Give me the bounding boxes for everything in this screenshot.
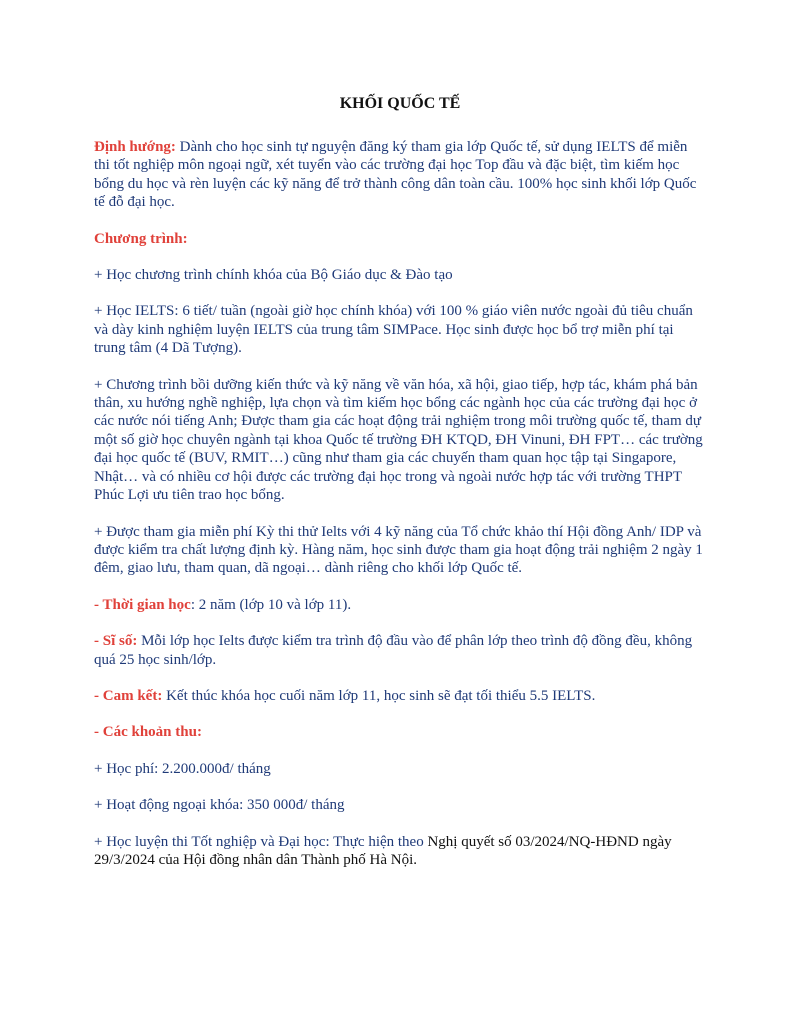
commitment-text: Kết thúc khóa học cuối năm lớp 11, học sinh sẽ đạt tối thiểu 5.5 IELTS.: [162, 687, 596, 704]
commitment-label: - Cam kết:: [94, 687, 163, 704]
fees-heading: [94, 723, 706, 741]
fees-label: - Các khoản thu:: [94, 724, 202, 741]
program-item: + Học IELTS: 6 tiết/ tuần (ngoài giờ học chính khóa) với 100 % giáo viên nước ngoài đủ tiêu chuẩn và dày kinh nghiệm luyện IELTS của trung tâm SIMPace. Học sinh được học bổ trợ miễn phí tại trung tâm (4 Dã Tượng).: [94, 303, 693, 357]
orientation-paragraph: [94, 138, 706, 212]
orientation-text: Dành cho học sinh tự nguyện đăng ký tham gia lớp Quốc tế, sử dụng IELTS để miễn thi tốt nghiệp môn ngoại ngữ, xét tuyển vào các trường đại học Top đầu và đặc biệt, tìm kiếm học bổng du học và rèn luyện các kỹ năng để trở thành công dân toàn cầu. 100% học sinh khối lớp Quốc tế đỗ đại học.: [94, 139, 697, 211]
duration-label: - Thời gian học: [94, 596, 191, 613]
program-item: + Được tham gia miễn phí Kỳ thi thử Ielts với 4 kỹ năng của Tổ chức khảo thí Hội đồng Anh/ IDP và được kiểm tra chất lượng định kỳ. Hàng năm, học sinh được tham gia hoạt động trải nghiệm 2 ngày 1 đêm, giao lưu, tham quan, dã ngoại… dành riêng cho khối lớp Quốc tế.: [94, 523, 703, 577]
program-item: + Chương trình bồi dưỡng kiến thức và kỹ năng về văn hóa, xã hội, giao tiếp, hợp tác, khám phá bản thân, xu hướng nghề nghiệp, lựa chọn và tìm kiếm học bổng các ngành học của các trường đại học ở các nước nói tiếng Anh; Được tham gia các hoạt động trải nghiệm trong môi trường quốc tế, tham dự một số giờ học chuyên ngành tại khoa Quốc tế trường ĐH KTQD, ĐH Vinuni, ĐH FPT… các trường đại học quốc tế (BUV, RMIT…) cũng như tham gia các chuyến tham quan học tập tại Singapore, Nhật… và có nhiều cơ hội được các trường đại học trong và ngoài nước hợp tác với trường THPT Phúc Lợi ưu tiên trao học bổng.: [94, 376, 703, 504]
commitment-paragraph: [94, 687, 706, 705]
class-size-text: Mỗi lớp học Ielts được kiểm tra trình độ đầu vào để phân lớp theo trình độ đồng đều, không quá 25 học sinh/lớp.: [94, 633, 693, 668]
page-title: KHỐI QUỐC TẾ: [339, 95, 461, 112]
fee-extracurricular: + Hoạt động ngoại khóa: 350 000đ/ tháng: [94, 797, 345, 814]
fee-tuition: + Học phí: 2.200.000đ/ tháng: [94, 760, 271, 777]
duration-text: : 2 năm (lớp 10 và lớp 11).: [190, 596, 352, 613]
program-label: Chương trình:: [94, 230, 188, 247]
fee-exam-prep-resolution: Nghị quyết số 03/2024/NQ-HĐND ngày 29/3/2024 của Hội đồng nhân dân Thành phố Hà Nội.: [94, 833, 672, 868]
program-heading: [94, 230, 706, 248]
orientation-label: Định hướng:: [94, 139, 176, 155]
fee-exam-prep: [94, 833, 706, 870]
fee-exam-prep-prefix: + Học luyện thi Tốt nghiệp và Đại học: Thực hiện theo: [94, 833, 428, 850]
program-item: + Học chương trình chính khóa của Bộ Giáo dục & Đào tạo: [94, 267, 453, 284]
class-size-label: - Sĩ số:: [94, 633, 138, 650]
duration-paragraph: [94, 596, 706, 614]
class-size-paragraph: [94, 632, 706, 669]
